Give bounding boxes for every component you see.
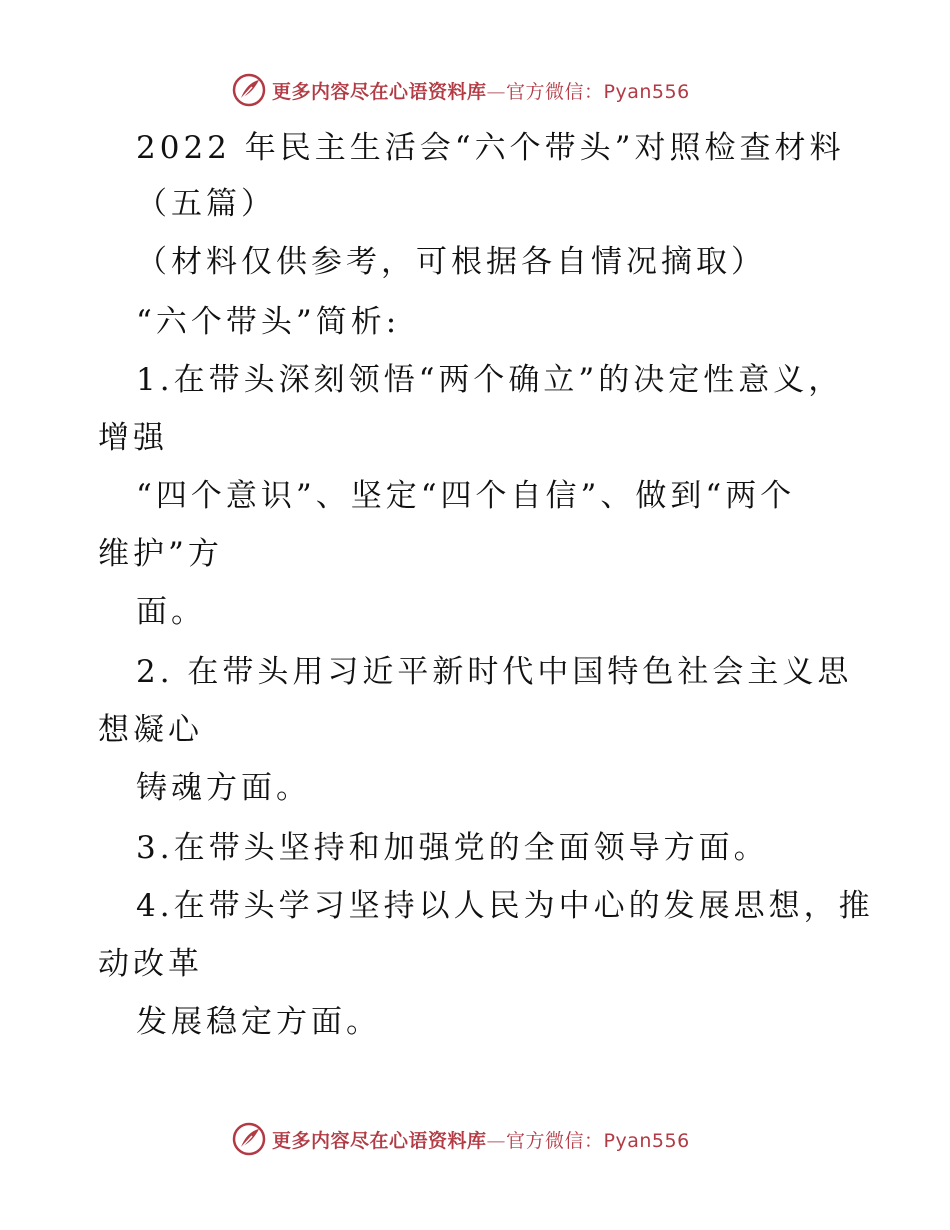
item-1-line-1: 1.在带头深刻领悟“两个确立”的决定性意义，: [136, 362, 844, 398]
item-4-line-2: 动改革: [98, 946, 203, 982]
feather-pen-icon: [232, 73, 266, 107]
document-title-line-2: （五篇）: [136, 186, 276, 222]
item-1-line-5: 面。: [136, 594, 206, 630]
document-title-line-1: 2022 年民主生活会“六个带头”对照检查材料: [136, 130, 845, 166]
section-heading: “六个带头”简析:: [136, 304, 401, 340]
watermark-contact: 官方微信：Pyan556: [506, 80, 690, 103]
watermark-banner-bottom: [232, 1119, 690, 1159]
watermark-brand: 更多内容尽在心语资料库: [272, 1129, 487, 1152]
document-note: （材料仅供参考，可根据各自情况摘取）: [136, 244, 766, 280]
watermark-separator: —: [486, 80, 507, 103]
item-1-line-4: 维护”方: [98, 536, 223, 572]
watermark-text: [272, 1126, 690, 1153]
item-3-line-1: 3.在带头坚持和加强党的全面领导方面。: [136, 830, 769, 866]
watermark-contact: 官方微信：Pyan556: [506, 1129, 690, 1152]
item-2-line-2: 想凝心: [98, 712, 203, 748]
item-4-line-3: 发展稳定方面。: [136, 1004, 381, 1040]
watermark-text: [272, 77, 690, 104]
item-4-line-1: 4.在带头学习坚持以人民为中心的发展思想，推: [136, 888, 874, 924]
watermark-separator: —: [486, 1129, 507, 1152]
feather-pen-icon: [232, 1122, 266, 1156]
item-1-line-3: “四个意识”、坚定“四个自信”、做到“两个: [136, 478, 796, 514]
item-2-line-3: 铸魂方面。: [136, 770, 311, 806]
watermark-brand: 更多内容尽在心语资料库: [272, 80, 487, 103]
item-1-line-2: 增强: [98, 420, 168, 456]
item-2-line-1: 2. 在带头用习近平新时代中国特色社会主义思: [136, 654, 853, 690]
watermark-banner-top: [232, 70, 690, 110]
